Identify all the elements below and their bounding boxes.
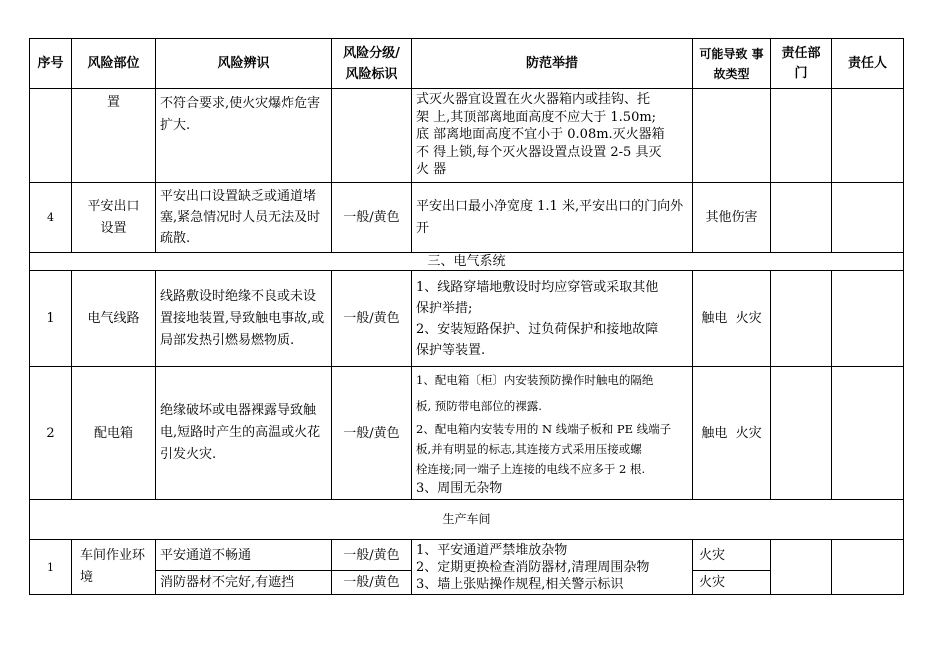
cell-identify: [156, 183, 332, 253]
header-person: 责任人: [832, 39, 904, 89]
cell-accident: 触电 火灾: [693, 367, 771, 500]
measure-line: 不 得上锁,每个灭火器设置点设置 2-5 具灭: [416, 144, 662, 160]
cell-accident: 火灾: [693, 571, 771, 595]
measure-line: 栓连接;同一端子上连接的电线不应多于 2 根.: [416, 462, 646, 476]
cell-part: 电气线路: [72, 271, 156, 367]
cell-dept: [771, 89, 832, 183]
header-accident: [693, 39, 771, 89]
measure-line: 2、安装短路保护、过负荷保护和接地故障: [416, 321, 659, 337]
measure-line: 式灭火器宜设置在火火器箱内或挂钩、托: [416, 92, 651, 107]
cell-dept: [771, 540, 832, 595]
cell-accident: 火灾: [693, 540, 771, 571]
measure-line: 2、配电箱内安装专用的 N 线端子板和 PE 线端子: [416, 422, 672, 436]
cell-person: [832, 89, 904, 183]
identify-text: 绝缘破坏或电器裸露导致触电,短路时产生的高温或火花引发火灾.: [160, 403, 321, 462]
table-row: [30, 367, 904, 500]
part-text: 平安出口设置: [87, 198, 140, 236]
measure-line: 保护举措;: [416, 300, 473, 316]
table-row: [30, 271, 904, 367]
cell-dept: [771, 183, 832, 253]
measure-line: 架 上,其顶部离地面高度不应大于 1.50m;: [416, 109, 657, 125]
cell-dept: [771, 271, 832, 367]
cell-part: 配电箱: [72, 367, 156, 500]
cell-measures: [412, 540, 693, 595]
table-row: [30, 183, 904, 253]
cell-level: 一般/黄色: [332, 271, 412, 367]
part-text: 置: [106, 95, 120, 110]
cell-level: 一般/黄色: [332, 540, 412, 571]
measure-line: 火 器: [416, 162, 447, 177]
cell-accident: 其他伤害: [693, 183, 771, 253]
cell-person: [832, 271, 904, 367]
cell-level: 一般/黄色: [332, 367, 412, 500]
header-part: 风险部位: [72, 39, 156, 89]
table-row: [30, 89, 904, 183]
header-row: [30, 39, 904, 89]
measure-line: 2、定期更换检查消防器材,清理周围杂物: [416, 559, 650, 575]
risk-table: [29, 38, 904, 595]
header-measures: 防范举措: [412, 39, 693, 89]
header-dept: [771, 39, 832, 89]
cell-accident: 触电 火灾: [693, 271, 771, 367]
cell-no: 1: [30, 540, 72, 595]
measure-line: 1、平安通道严禁堆放杂物: [416, 542, 568, 558]
measure-line: 1、配电箱〔柜〕内安装预防操作时触电的隔绝: [416, 373, 654, 387]
part-text: 车间作业环境: [80, 548, 146, 585]
header-level: [332, 39, 412, 89]
cell-identify: 消防器材不完好,有遮挡: [156, 571, 332, 595]
header-dept-text: 责任部门: [781, 45, 821, 81]
measure-line: 保护等装置.: [416, 342, 486, 358]
header-no: 序号: [30, 39, 72, 89]
cell-person: [832, 540, 904, 595]
measure-line: 1、线路穿墙地敷设时均应穿管或采取其他: [416, 279, 659, 295]
measure-line: 底 部离地面高度不宜小于 0.08m.灭火器箱: [416, 127, 665, 142]
cell-part: [72, 540, 156, 595]
cell-part: [72, 89, 156, 183]
cell-identify: 平安通道不畅通: [156, 540, 332, 571]
identify-text: 平安出口设置缺乏或通道堵塞,紧急情况时人员无法及时疏散.: [160, 189, 321, 246]
header-level-text: 风险分级/风险标识: [343, 45, 400, 82]
cell-measures: [412, 367, 693, 500]
cell-identify: [156, 89, 332, 183]
cell-level: 一般/黄色: [332, 571, 412, 595]
section-title-workshop: 生产车间: [30, 500, 904, 540]
measure-line: 板, 预防带电部位的裸露.: [416, 399, 542, 413]
cell-level: [332, 89, 412, 183]
measure-text: 平安出口最小净宽度 1.1 米,平安出口的门向外开: [416, 198, 684, 236]
section-title-electrical: 三、电气系统: [30, 253, 904, 271]
section-row: [30, 253, 904, 271]
measure-line: 3、墙上张贴操作规程,相关警示标识: [416, 576, 624, 592]
cell-no: 2: [30, 367, 72, 500]
table-row: [30, 540, 904, 571]
cell-no: 1: [30, 271, 72, 367]
measure-line: 3、周围无杂物: [416, 481, 503, 496]
cell-person: [832, 183, 904, 253]
cell-measures: [412, 183, 693, 253]
identify-text: 不符合要求,使火灾爆炸危害扩大.: [160, 96, 321, 133]
cell-no: [30, 89, 72, 183]
cell-dept: [771, 367, 832, 500]
cell-identify: [156, 271, 332, 367]
cell-part: [72, 183, 156, 253]
cell-person: [832, 367, 904, 500]
identify-text: 线路敷设时绝缘不良或未设置接地装置,导致触电事故,或局部发热引燃易燃物质.: [160, 288, 325, 348]
measure-line: 板,并有明显的标志,其连接方式采用压接或螺: [416, 442, 642, 456]
header-accident-text: 可能导致 事故类型: [699, 46, 764, 81]
cell-level: 一般/黄色: [332, 183, 412, 253]
cell-identify: [156, 367, 332, 500]
cell-measures: [412, 89, 693, 183]
cell-no: 4: [30, 183, 72, 253]
section-row: [30, 500, 904, 540]
header-identify: 风险辨识: [156, 39, 332, 89]
cell-measures: [412, 271, 693, 367]
cell-accident: [693, 89, 771, 183]
